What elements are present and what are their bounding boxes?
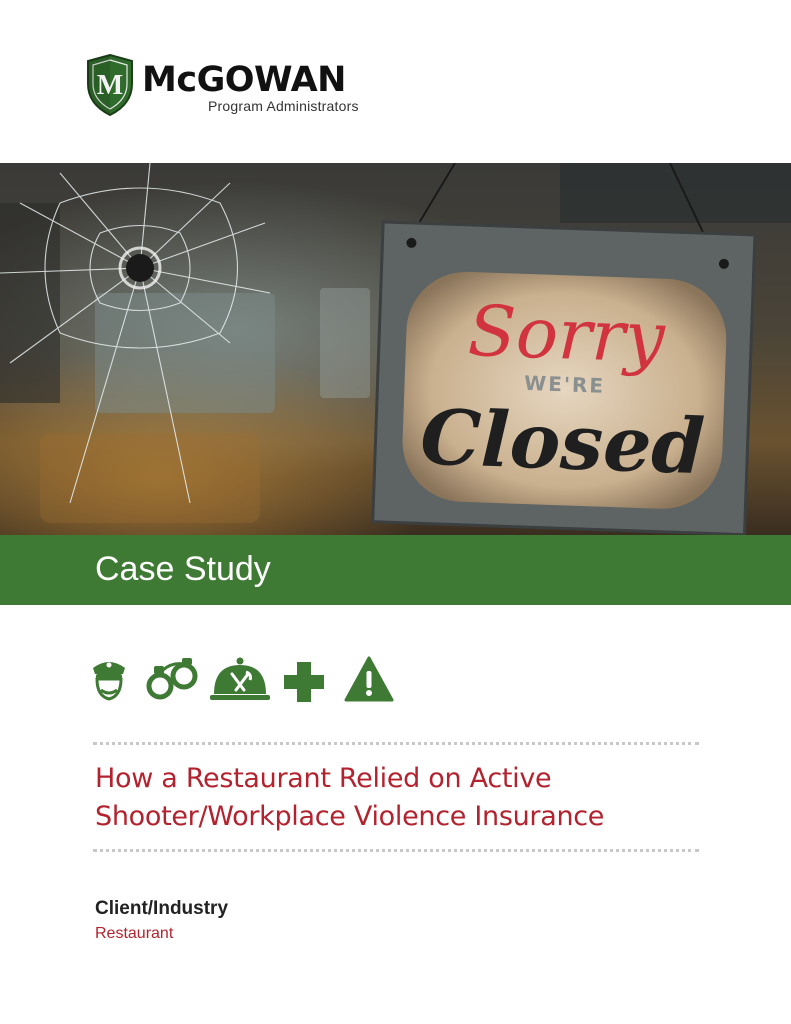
restaurant-cloche-icon: [210, 656, 270, 702]
svg-text:M: M: [96, 70, 124, 101]
hero-image: [0, 163, 791, 535]
sign-closed-text: Closed: [418, 392, 707, 492]
medical-cross-icon: [284, 662, 324, 702]
headline-line-2: Shooter/Workplace Violence Insurance: [95, 801, 605, 832]
client-industry-label: Client/Industry: [95, 898, 229, 919]
case-study-headline: [95, 760, 735, 836]
shield-logo-icon: [86, 54, 134, 116]
mcgowan-logo: [86, 54, 366, 118]
dotted-divider-top: [93, 742, 699, 745]
client-industry-value: Restaurant: [95, 925, 174, 942]
dotted-divider-bottom: [93, 849, 699, 852]
banner-title: Case Study: [95, 550, 271, 588]
logo-wordmark: McGOWAN: [142, 60, 346, 100]
handcuffs-icon: [146, 656, 198, 702]
logo-tagline: Program Administrators: [208, 98, 359, 114]
sign-were-text: WE'RE: [523, 370, 606, 398]
warning-triangle-icon: [344, 656, 394, 702]
sign-sorry-text: Sorry: [466, 289, 667, 379]
headline-line-1: How a Restaurant Relied on Active: [95, 763, 552, 794]
case-study-banner: [0, 535, 791, 605]
police-officer-icon: [90, 656, 128, 702]
